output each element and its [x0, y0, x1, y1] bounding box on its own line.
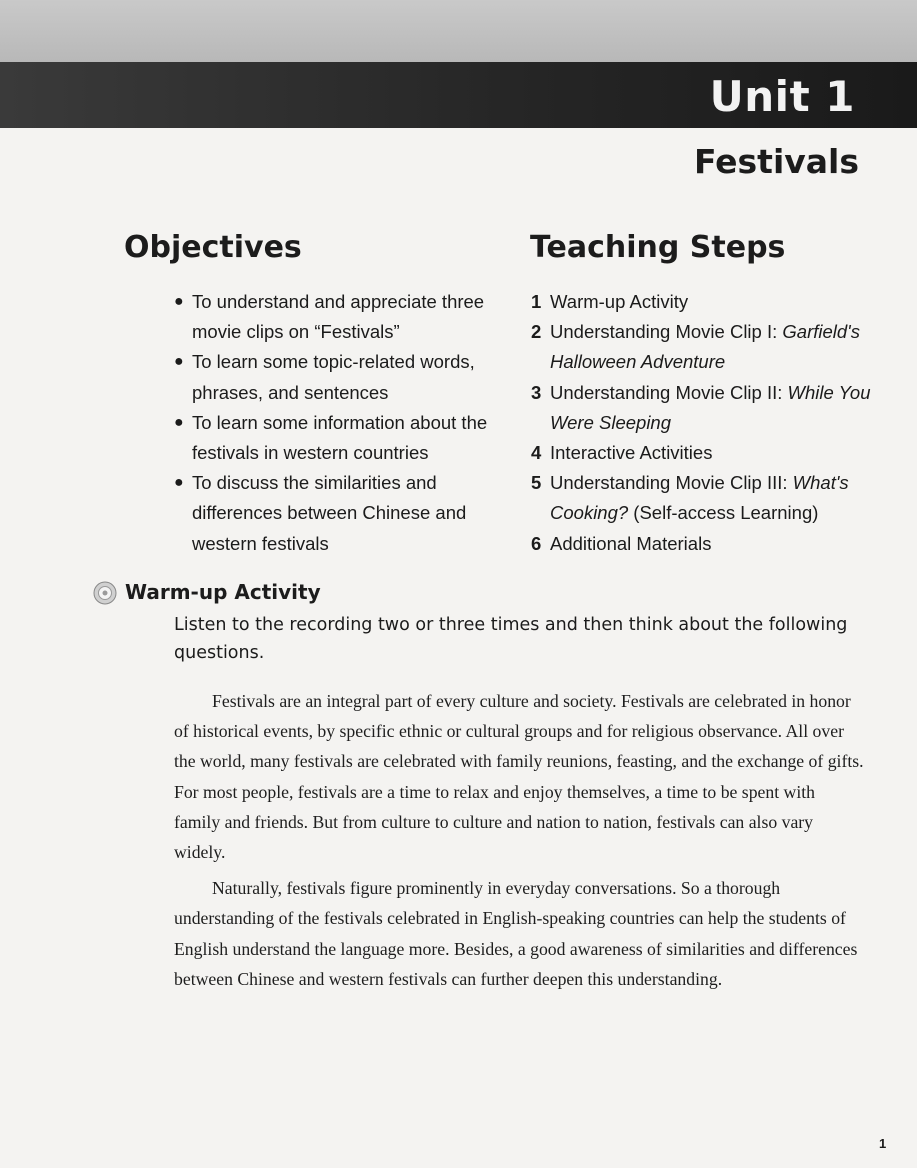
passage-paragraph: Naturally, festivals figure prominently in everyday conversations. So a thorough understanding of the festivals celebrated in English-speaking countries can help the students of English understand the language more. Besides, a good awareness of similarities and differences between Chinese and western festivals can further deepen this understanding. — [174, 878, 858, 989]
top-band — [0, 0, 917, 62]
objective-text: To learn some information about the festivals in western countries — [192, 411, 488, 464]
disc-icon — [93, 581, 117, 605]
objective-item — [174, 347, 514, 407]
step-suffix: (Self-access Learning) — [628, 502, 819, 524]
step-movie-title: While You Were Sleeping — [550, 381, 871, 433]
page-number: 1 — [879, 1136, 887, 1151]
step-item — [531, 287, 881, 317]
unit-title: Unit 1 — [709, 72, 855, 121]
teaching-steps-list — [531, 287, 881, 559]
step-item — [531, 529, 881, 559]
step-item — [531, 317, 881, 377]
objective-text: To understand and appreciate three movie clips on “Festivals” — [192, 291, 485, 343]
step-number: 2 — [531, 321, 542, 343]
step-text: Understanding Movie Clip II: — [550, 381, 788, 403]
bullet-icon: ● — [174, 413, 184, 431]
bullet-icon: ● — [174, 474, 184, 492]
step-number: 4 — [531, 442, 542, 464]
step-text: Interactive Activities — [550, 442, 713, 464]
step-number: 1 — [531, 291, 542, 312]
step-text: Understanding Movie Clip I: — [550, 321, 783, 343]
bullet-icon: ● — [174, 353, 184, 371]
step-item — [531, 378, 881, 438]
step-number: 3 — [531, 381, 542, 403]
objectives-list — [174, 287, 514, 559]
step-item — [531, 468, 881, 528]
warmup-instruction: Listen to the recording two or three times and then think about the following questions. — [174, 615, 848, 663]
step-number: 5 — [531, 472, 542, 494]
step-item — [531, 438, 881, 468]
objective-item — [174, 287, 514, 347]
warmup-heading: Warm-up Activity — [125, 580, 321, 604]
step-text: Additional Materials — [550, 532, 712, 554]
objective-item — [174, 468, 514, 559]
step-number: 6 — [531, 532, 542, 554]
objective-text: To discuss the similarities and differences between Chinese and western festivals — [192, 472, 467, 554]
step-text: Warm-up Activity — [550, 291, 689, 312]
unit-subtitle: Festivals — [693, 142, 859, 181]
warmup-passage — [174, 686, 864, 994]
objectives-heading: Objectives — [124, 230, 302, 265]
bullet-icon: ● — [174, 293, 184, 310]
passage-paragraph: Festivals are an integral part of every culture and society. Festivals are celebrated in honor of historical events, by specific ethnic or cultural groups and for religious observance. All over the world, many festivals are celebrated with family reunions, feasting, and the exchange of gifts. For most people, festivals are a time to relax and enjoy themselves, a time to be spent with family and friends. But from culture to culture and nation to nation, festivals can also vary widely. — [174, 691, 864, 863]
objective-text: To learn some topic-related words, phrases, and sentences — [192, 351, 475, 403]
step-text: Understanding Movie Clip III: — [550, 472, 793, 494]
objective-item — [174, 408, 514, 468]
step-movie-title: What's Cooking? — [550, 472, 849, 524]
teaching-steps-heading: Teaching Steps — [530, 230, 786, 265]
step-movie-title: Garfield's Halloween Adventure — [550, 321, 860, 373]
